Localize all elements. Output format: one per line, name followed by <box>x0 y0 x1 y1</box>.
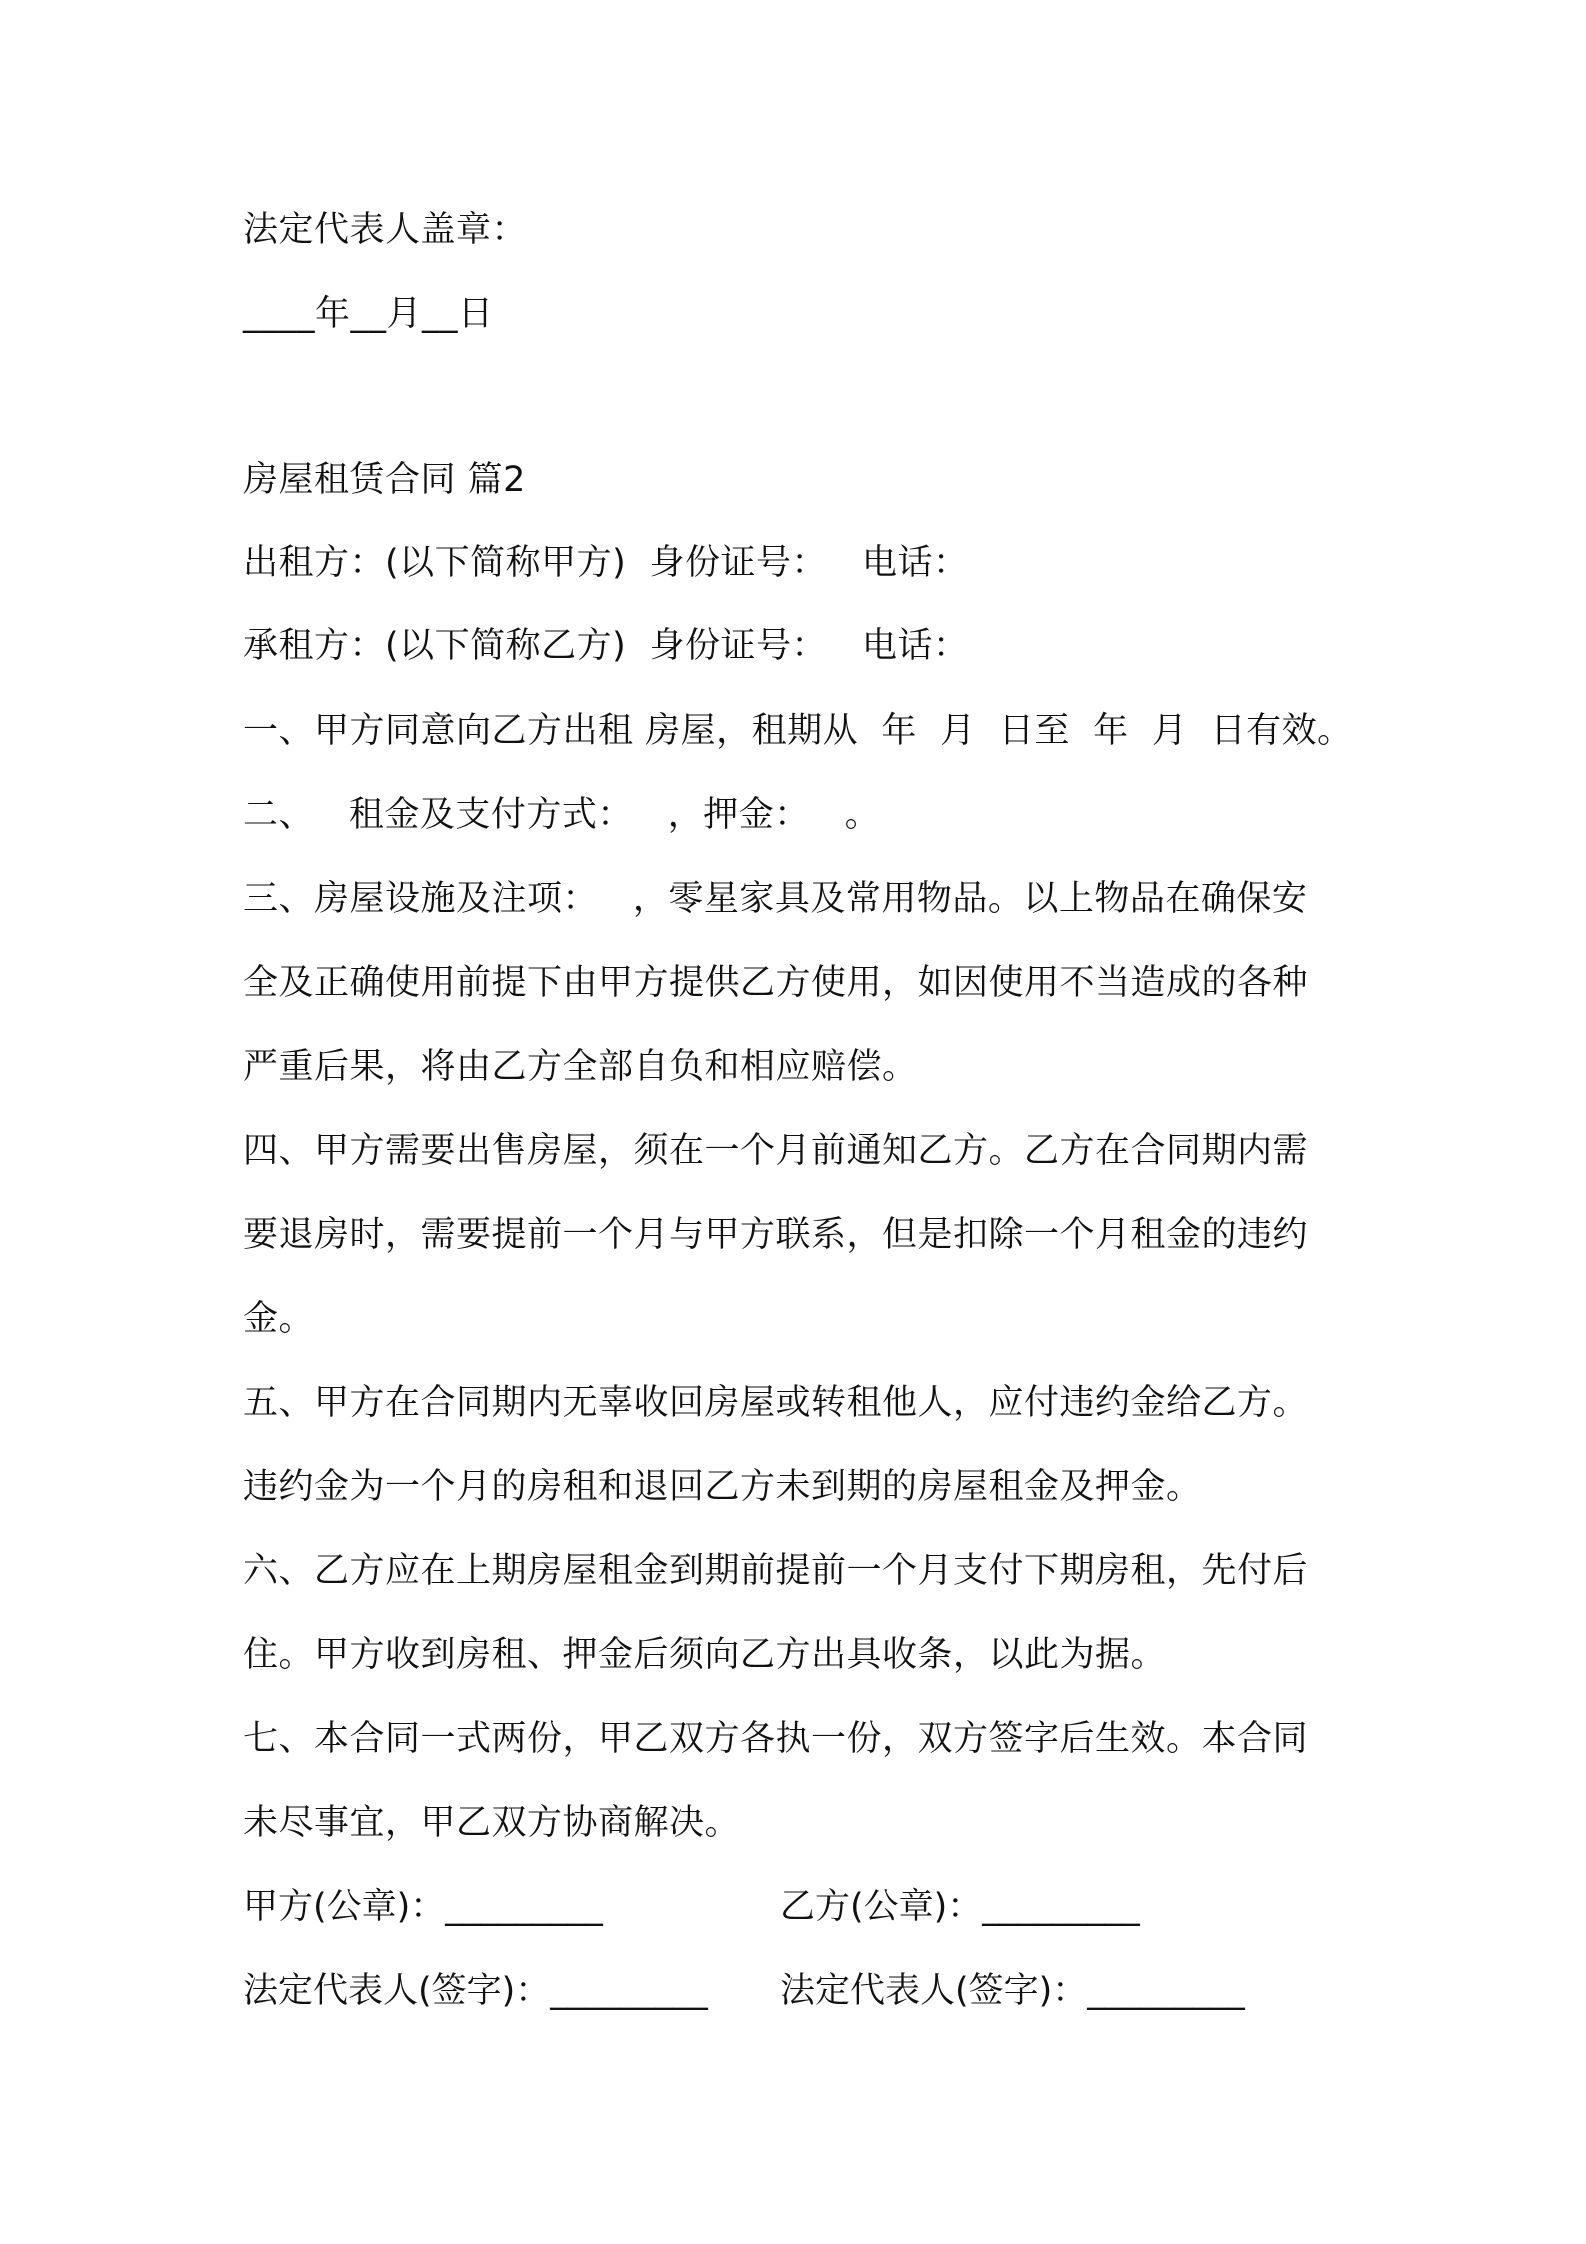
date-line: ____年__月__日 <box>243 294 494 334</box>
lessor-line: 出租方：(以下简称甲方) 身份证号： 电话： <box>243 543 969 583</box>
clause-line: 一、甲方同意向乙方出租 房屋，租期从 年 月 日至 年 月 日有效。 <box>243 711 1353 751</box>
party-a-seal: 甲方(公章)：_________ <box>243 1887 603 1927</box>
clause-line: 要退房时，需要提前一个月与甲方联系，但是扣除一个月租金的违约 <box>243 1215 1309 1255</box>
clause-line: 三、房屋设施及注项： ，零星家具及常用物品。以上物品在确保安 <box>243 879 1308 919</box>
section-title: 房屋租赁合同 篇2 <box>243 460 526 500</box>
clause-line: 七、本合同一式两份，甲乙双方各执一份，双方签字后生效。本合同 <box>243 1719 1309 1759</box>
clause-line: 全及正确使用前提下由甲方提供乙方使用，如因使用不当造成的各种 <box>243 963 1309 1003</box>
clause-line: 住。甲方收到房租、押金后须向乙方出具收条，以此为据。 <box>243 1635 1167 1675</box>
seal-label: 法定代表人盖章： <box>243 210 528 250</box>
clause-line: 未尽事宜，甲乙双方协商解决。 <box>243 1803 741 1843</box>
party-a-representative: 法定代表人(签字)：_________ <box>243 1971 708 2011</box>
clause-line: 严重后果，将由乙方全部自负和相应赔偿。 <box>243 1047 918 1087</box>
clause-line: 六、乙方应在上期房屋租金到期前提前一个月支付下期房租，先付后 <box>243 1551 1309 1591</box>
clause-line: 二、 租金及支付方式： ，押金： 。 <box>243 795 881 835</box>
clause-line: 违约金为一个月的房租和退回乙方未到期的房屋租金及押金。 <box>243 1467 1202 1507</box>
clause-line: 四、甲方需要出售房屋，须在一个月前通知乙方。乙方在合同期内需 <box>243 1131 1309 1171</box>
party-b-representative: 法定代表人(签字)：_________ <box>780 1971 1245 2011</box>
clause-line: 五、甲方在合同期内无辜收回房屋或转租他人，应付违约金给乙方。 <box>243 1383 1309 1423</box>
party-b-seal: 乙方(公章)：_________ <box>780 1887 1140 1927</box>
lessee-line: 承租方：(以下简称乙方) 身份证号： 电话： <box>243 626 969 666</box>
clause-line: 金。 <box>243 1299 315 1339</box>
